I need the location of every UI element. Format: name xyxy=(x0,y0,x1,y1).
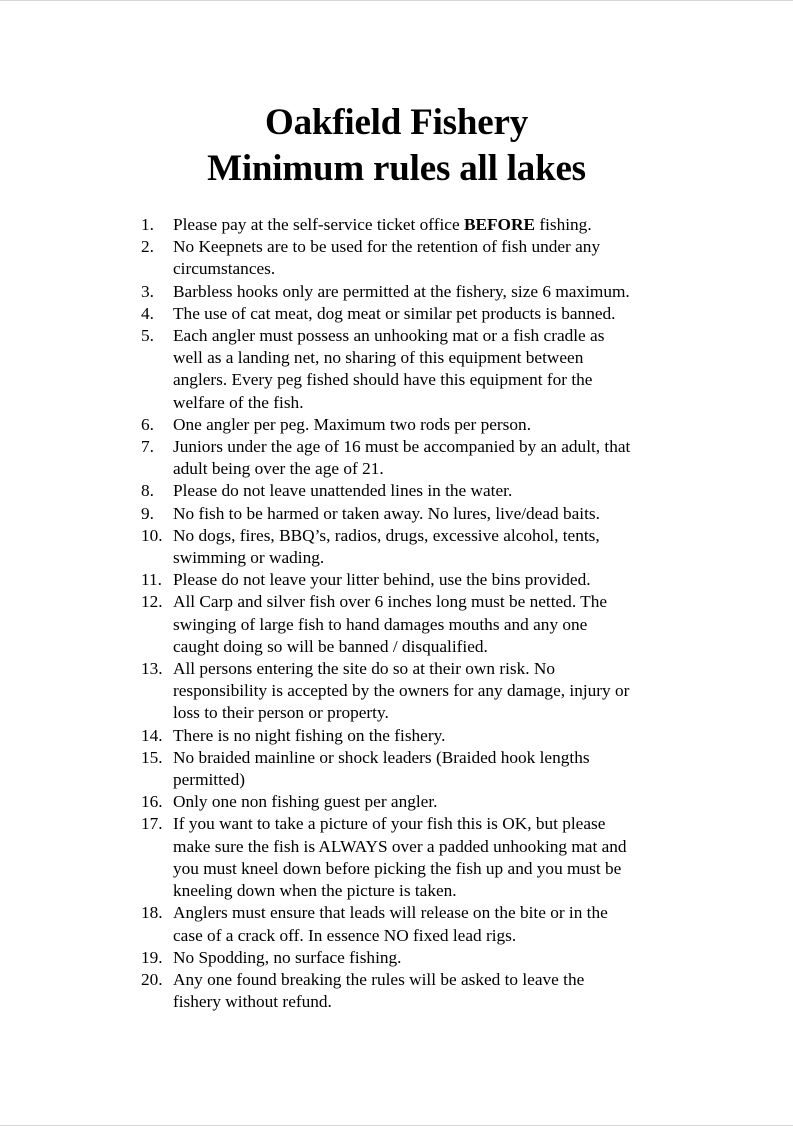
rule-text-line: circumstances. xyxy=(173,259,276,279)
rule-text xyxy=(173,414,681,436)
rule-item xyxy=(141,591,681,658)
rule-number: 6. xyxy=(141,414,154,434)
rule-text-line: Barbless hooks only are permitted at the fishery, size 6 maximum. xyxy=(173,281,630,301)
rule-text xyxy=(173,525,681,569)
rule-item xyxy=(141,414,681,436)
rule-item xyxy=(141,947,681,969)
rule-text-line: swinging of large fish to hand damages mouths and any one xyxy=(173,614,588,634)
rule-text-line: All Carp and silver fish over 6 inches long must be netted. The xyxy=(173,592,608,612)
rule-text-line: Juniors under the age of 16 must be accompanied by an adult, that xyxy=(173,437,631,457)
rule-text-line: you must kneel down before picking the fish up and you must be xyxy=(173,858,622,878)
rule-text xyxy=(173,791,681,813)
rule-item xyxy=(141,214,681,236)
rule-text-line: If you want to take a picture of your fish this is OK, but please xyxy=(173,814,606,834)
rule-number: 1. xyxy=(141,215,154,234)
rule-item xyxy=(141,325,681,414)
rule-text xyxy=(173,325,681,414)
rule-number: 14. xyxy=(141,725,163,745)
rule-item xyxy=(141,658,681,725)
rule-text-line: The use of cat meat, dog meat or similar pet products is banned. xyxy=(173,303,616,323)
rule-text-line: caught doing so will be banned / disqualified. xyxy=(173,636,488,656)
rule-number: 8. xyxy=(141,481,154,501)
rule-text-line: No Keepnets are to be used for the retention of fish under any xyxy=(173,237,601,257)
rule-text-line: No Spodding, no surface fishing. xyxy=(173,947,402,967)
rule-item xyxy=(141,969,681,1013)
rule-text xyxy=(173,303,681,325)
rule-text xyxy=(173,947,681,969)
rule-text-line: Anglers must ensure that leads will release on the bite or in the xyxy=(173,903,608,923)
rule-text xyxy=(173,281,681,303)
rule-text-line: make sure the fish is ALWAYS over a padded unhooking mat and xyxy=(173,836,627,856)
rule-number: 12. xyxy=(141,592,163,612)
rule-text-line: welfare of the fish. xyxy=(173,392,304,412)
rule-text xyxy=(173,436,681,480)
rules-list xyxy=(141,214,681,1013)
rule-item xyxy=(141,480,681,502)
rule-text-line: kneeling down when the picture is taken. xyxy=(173,881,457,901)
rule-text xyxy=(173,747,681,791)
rule-text xyxy=(173,569,681,591)
rule-number: 10. xyxy=(141,525,163,545)
rule-number: 18. xyxy=(141,903,163,923)
rule-item xyxy=(141,569,681,591)
rule-text xyxy=(173,969,681,1013)
rule-number: 20. xyxy=(141,969,163,989)
rule-text-line: All persons entering the site do so at their own risk. No xyxy=(173,659,556,679)
rule-item xyxy=(141,725,681,747)
rule-number: 19. xyxy=(141,947,163,967)
title-subtitle: Minimum rules all lakes xyxy=(207,148,586,189)
rule-text xyxy=(173,725,681,747)
rule-text-line: Please do not leave unattended lines in the water. xyxy=(173,481,513,501)
rule-item xyxy=(141,236,681,280)
rule-text-line: No dogs, fires, BBQ’s, radios, drugs, excessive alcohol, tents, xyxy=(173,525,600,545)
rule-number: 2. xyxy=(141,237,154,257)
rule-text-line: No braided mainline or shock leaders (Braided hook lengths xyxy=(173,747,590,767)
rule-text-line: Any one found breaking the rules will be asked to leave the xyxy=(173,969,585,989)
rule-text-line: Please do not leave your litter behind, use the bins provided. xyxy=(173,570,591,590)
rule-item xyxy=(141,791,681,813)
rule-number: 16. xyxy=(141,792,163,812)
rule-number: 3. xyxy=(141,281,154,301)
rule-text-line: case of a crack off. In essence NO fixed lead rigs. xyxy=(173,925,517,945)
rule-text-line: fishery without refund. xyxy=(173,992,332,1012)
rule-number: 11. xyxy=(141,570,162,590)
rule-text-line: One angler per peg. Maximum two rods per person. xyxy=(173,414,532,434)
rule-text xyxy=(173,591,681,658)
document-title xyxy=(0,100,793,192)
rule-text xyxy=(173,480,681,502)
rule-number: 9. xyxy=(141,503,154,523)
rule-item xyxy=(141,747,681,791)
rule-text-line: responsibility is accepted by the owners for any damage, injury or xyxy=(173,681,630,701)
rule-text-line: Only one non fishing guest per angler. xyxy=(173,792,438,812)
rule-text-line: permitted) xyxy=(173,770,245,790)
rule-item xyxy=(141,436,681,480)
rule-item xyxy=(141,525,681,569)
rule-number: 4. xyxy=(141,303,154,323)
rule-item xyxy=(141,902,681,946)
rule-text xyxy=(173,214,681,236)
rule-text-line: Each angler must possess an unhooking mat or a fish cradle as xyxy=(173,326,605,346)
rule-text-segment: fishing. xyxy=(535,215,592,234)
rule-number: 13. xyxy=(141,659,163,679)
rule-text-line: well as a landing net, no sharing of this equipment between xyxy=(173,348,584,368)
rule-number: 5. xyxy=(141,326,154,346)
rule-text-line: There is no night fishing on the fishery. xyxy=(173,725,446,745)
rule-text-line: swimming or wading. xyxy=(173,548,325,568)
rule-text-line: No fish to be harmed or taken away. No lures, live/dead baits. xyxy=(173,503,600,523)
rule-text-segment: Please pay at the self-service ticket office xyxy=(173,215,464,234)
rule-text xyxy=(173,658,681,725)
rule-item xyxy=(141,813,681,902)
rule-text-line: loss to their person or property. xyxy=(173,703,389,723)
rule-number: 17. xyxy=(141,814,163,834)
rule-item xyxy=(141,281,681,303)
rule-text-line: adult being over the age of 21. xyxy=(173,459,384,479)
rule-text-line: anglers. Every peg fished should have this equipment for the xyxy=(173,370,593,390)
rule-number: 7. xyxy=(141,437,154,457)
rule-text xyxy=(173,813,681,902)
rule-number: 15. xyxy=(141,747,163,767)
rule-text xyxy=(173,503,681,525)
rule-text-emphasis: BEFORE xyxy=(463,215,535,234)
rule-text xyxy=(173,902,681,946)
rule-item xyxy=(141,303,681,325)
title-fishery-name: Oakfield Fishery xyxy=(265,102,528,143)
rule-text xyxy=(173,236,681,280)
rule-item xyxy=(141,503,681,525)
